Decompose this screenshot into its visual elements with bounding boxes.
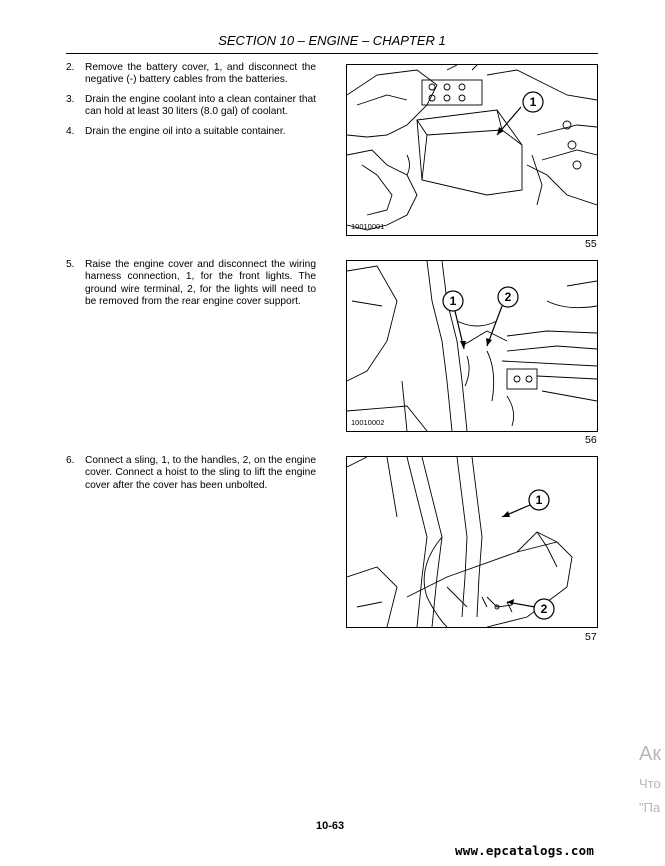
figure-code: 10010001 xyxy=(351,222,385,231)
step-4 xyxy=(66,126,316,138)
step-number: 5. xyxy=(66,259,75,270)
callout-2 xyxy=(486,287,518,346)
callout-label: 1 xyxy=(529,95,537,109)
step-text: Drain the engine oil into a suitable container. xyxy=(85,126,286,137)
wiring-harness-drawing xyxy=(347,261,597,431)
figure-code: 10010002 xyxy=(351,418,385,427)
callout-1 xyxy=(497,92,543,135)
callout-label: 1 xyxy=(535,493,543,507)
page-header-title: SECTION 10 – ENGINE – CHAPTER 1 xyxy=(218,33,446,48)
step-text: Remove the battery cover, 1, and disconnect the negative (-) battery cables from the batteries. xyxy=(85,62,316,86)
page-number: 10-63 xyxy=(316,820,345,832)
engine-cover-sling-drawing xyxy=(347,457,597,627)
step-text: Raise the engine cover and disconnect the wiring harness connection, 1, for the front lights. The ground wire terminal, 2, for the lights will need to be removed from the rear engine cover support. xyxy=(85,259,316,308)
step-3 xyxy=(66,94,316,119)
step-number: 3. xyxy=(66,94,75,105)
step-number: 6. xyxy=(66,455,75,466)
figure-57-illustration xyxy=(346,456,598,628)
figure-55-illustration xyxy=(346,64,598,236)
step-text: Drain the engine coolant into a clean container that can hold at least 30 liters (8.0 gal) of coolant. xyxy=(85,94,316,118)
header-rule xyxy=(66,53,598,54)
callout-label: 2 xyxy=(504,290,512,304)
engine-battery-cover-drawing xyxy=(347,65,597,235)
figure-number-56: 56 xyxy=(585,434,597,446)
callout-2 xyxy=(507,599,554,619)
overlay-text-line-2: Что xyxy=(639,776,661,791)
callout-1 xyxy=(502,490,549,517)
step-6 xyxy=(66,455,316,492)
step-number: 4. xyxy=(66,126,75,137)
figure-number-57: 57 xyxy=(585,631,597,643)
callout-label: 2 xyxy=(540,602,548,616)
step-number: 2. xyxy=(66,62,75,73)
step-2 xyxy=(66,62,316,87)
footer-url: www.epcatalogs.com xyxy=(455,843,595,858)
overlay-text-line-1: Ак xyxy=(639,743,662,765)
callout-1 xyxy=(443,291,466,349)
figure-number-55: 55 xyxy=(585,238,597,250)
callout-label: 1 xyxy=(449,294,457,308)
step-5 xyxy=(66,259,316,309)
overlay-text-line-3: "Па xyxy=(639,800,661,815)
step-text: Connect a sling, 1, to the handles, 2, on the engine cover. Connect a hoist to the sling to lift the engine cover after the cover has been unbolted. xyxy=(85,455,316,491)
figure-56-illustration xyxy=(346,260,598,432)
